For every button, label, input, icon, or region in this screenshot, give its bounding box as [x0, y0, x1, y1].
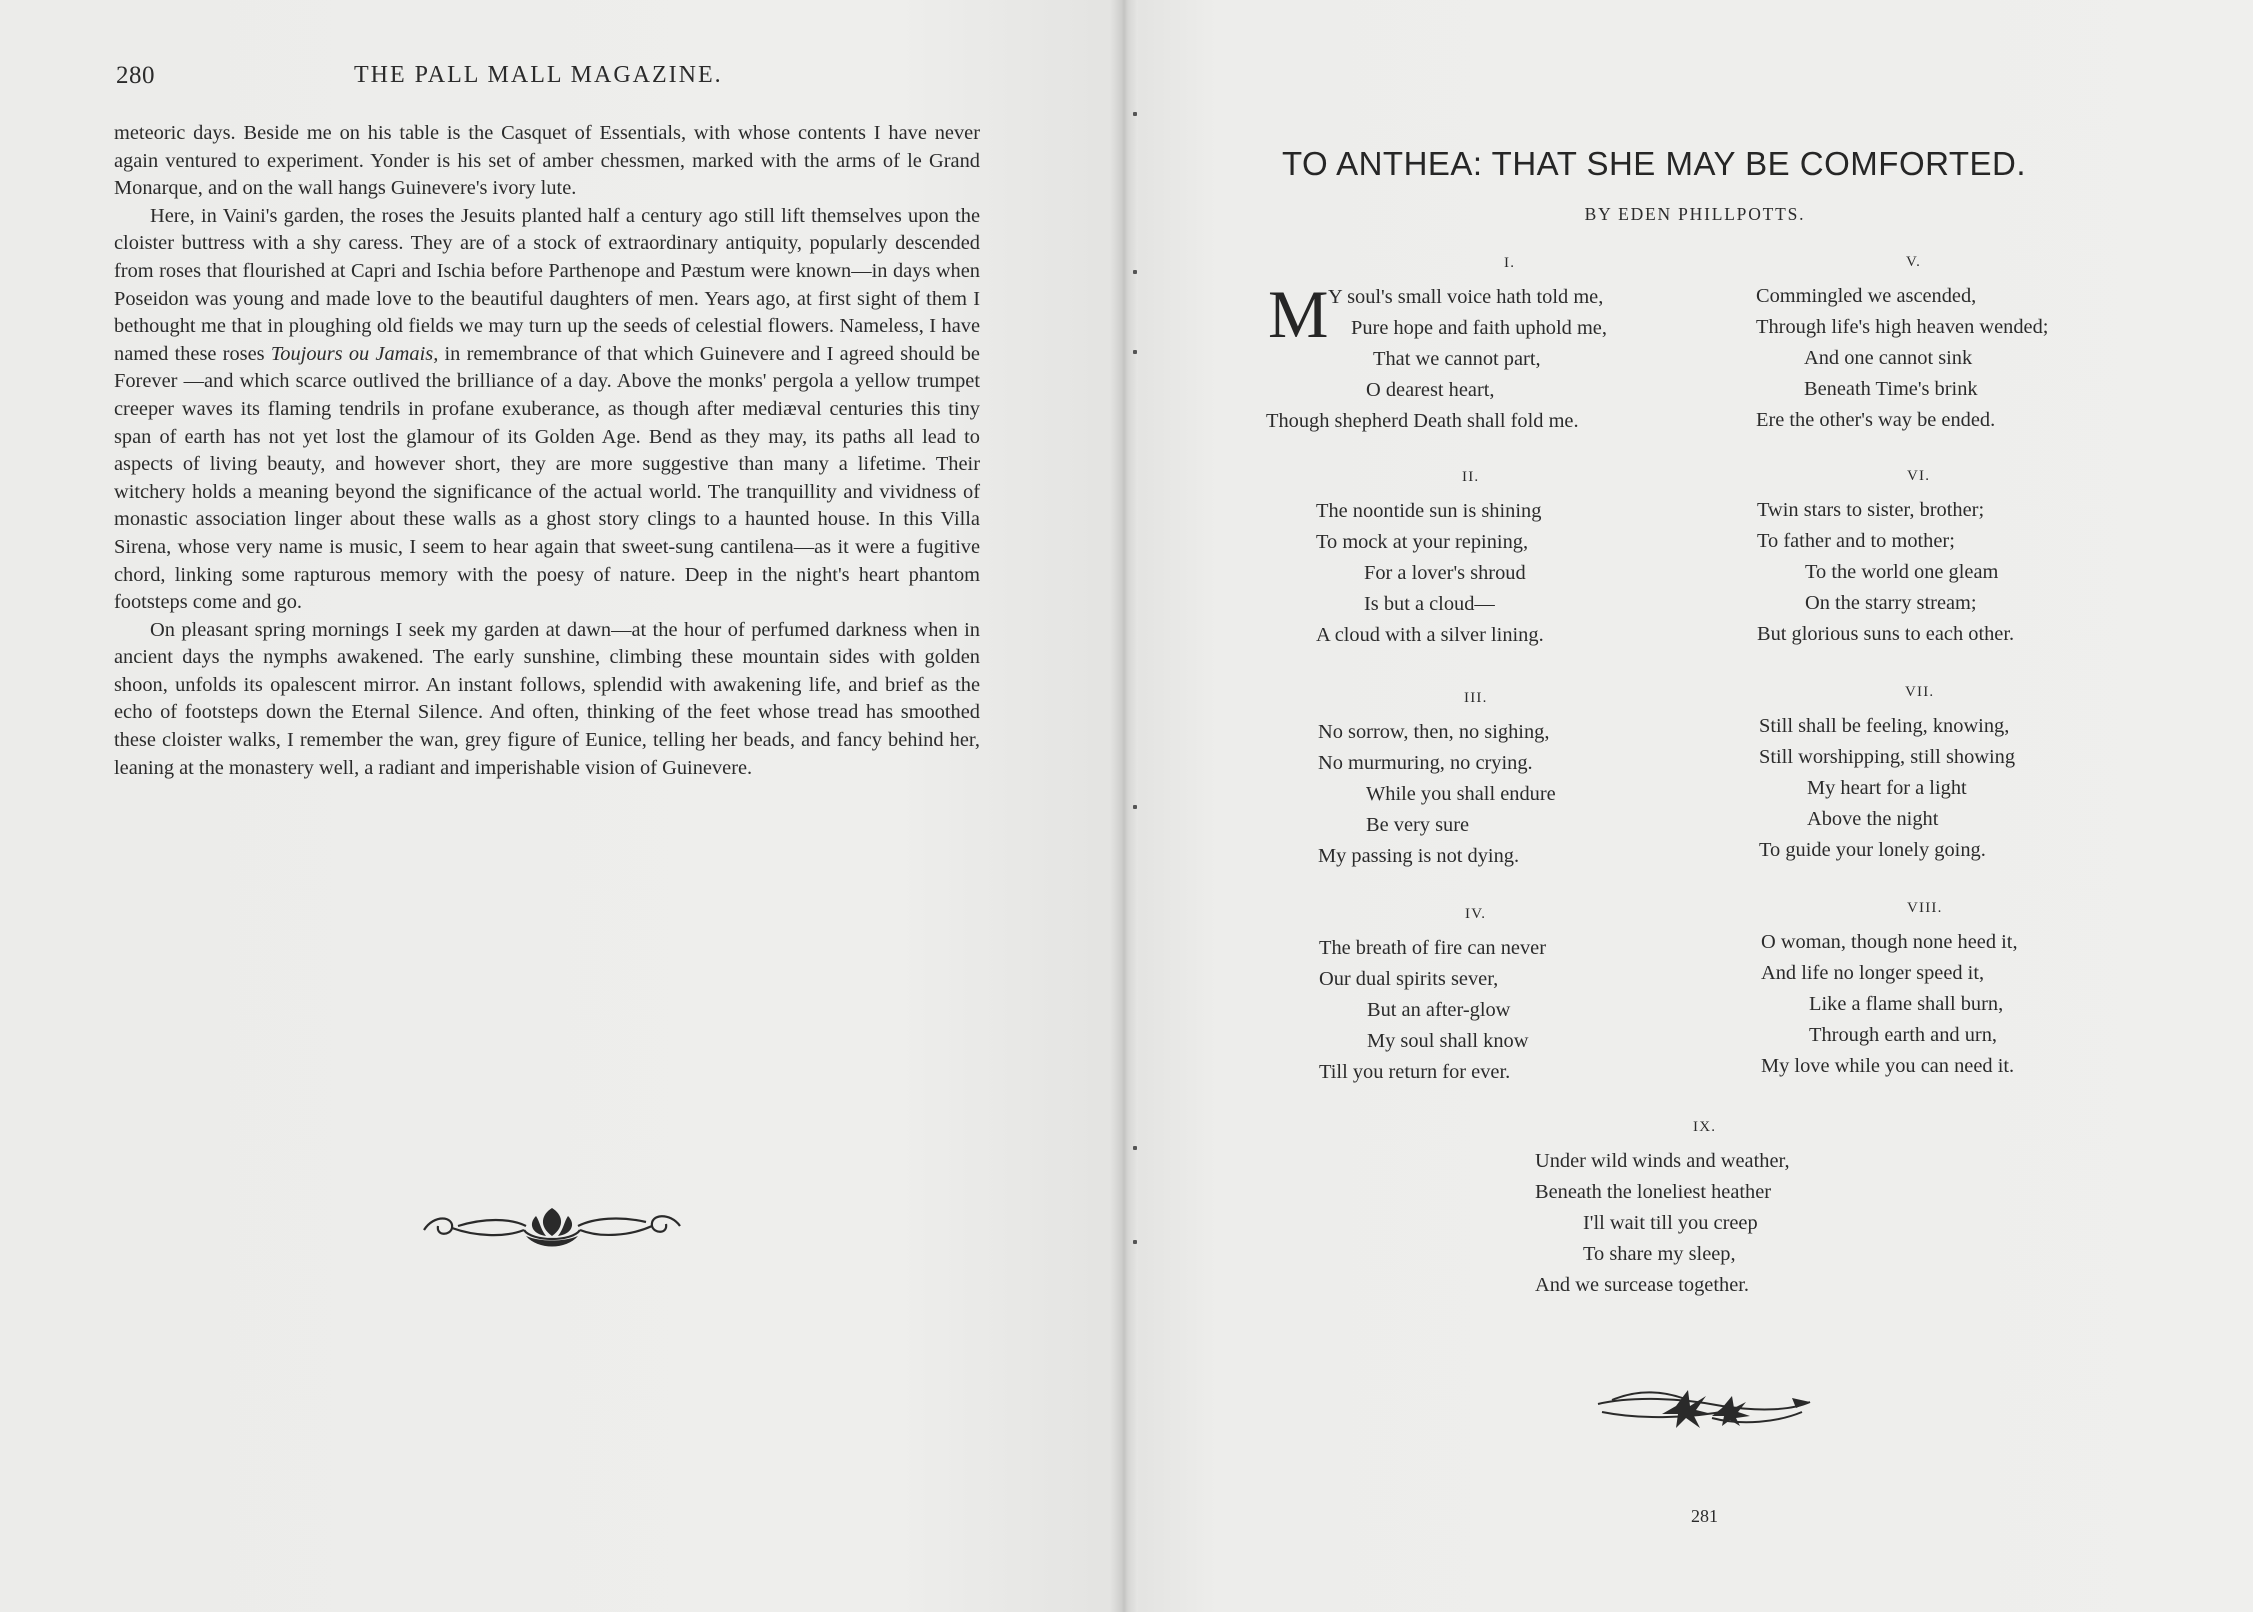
verse-line: Y soul's small voice hath told me,: [1328, 286, 1604, 308]
binding-stitch: [1133, 1240, 1137, 1244]
verse-line: No murmuring, no crying.: [1318, 752, 1533, 774]
verse-line: Be very sure: [1366, 814, 1470, 836]
binding-stitch: [1133, 350, 1137, 354]
verse-line: Beneath Time's brink: [1804, 378, 1978, 400]
verse-line: Is but a cloud—: [1364, 593, 1495, 615]
verse-line: The noontide sun is shining: [1316, 500, 1542, 522]
stanza-numeral: II.: [1462, 469, 1480, 485]
page-number: 280: [116, 62, 155, 89]
paragraph: Here, in Vaini's garden, the roses the Jesuits planted half a century ago still lift themselves upon the cloister buttress with a shy caress. They are of a stock of extraordinary antiquity, popularly descended from roses that flourished at Capri and Ischia before Parthenope and Pæstum were known—in days when Poseidon was young and made love to the beautiful daughters of men. Years ago, at first sight of them I bethought me that in ploughing old fields we may turn up the seeds of celestial flowers. Nameless, I have named these roses Toujours ou Jamais, in remembrance of that which Guinevere and I agreed should be Forever —and which scarce outlived the brilliance of a day. Above the monks' pergola a yellow trumpet creeper waves its flaming tendrils in profane exuberance, as though after mediæval centuries this tiny span of earth has not yet lost the glamour of its Golden Age. Bend as they may, its paths all lead to aspects of living beauty, and however short, they are more suggestive than many a lifetime. Their witchery holds a meaning beyond the significance of the actual world. The tranquillity and vividness of monastic association linger about these walls as a ghost story clings to a haunted house. In this Villa Sirena, whose very name is music, I seem to hear again that sweet-sung cantilena—as it were a fugitive chord, linking some rapturous memory with the poesy of nature. Deep in the night's heart phantom footsteps come and go.: [114, 204, 980, 614]
verse-line: Commingled we ascended,: [1756, 285, 1977, 307]
verse-line: But glorious suns to each other.: [1757, 623, 2015, 645]
verse-line: That we cannot part,: [1373, 348, 1541, 370]
verse-line: Twin stars to sister, brother;: [1757, 499, 1985, 521]
drop-cap: M: [1268, 276, 1329, 352]
verse-line: Till you return for ever.: [1319, 1061, 1511, 1083]
verse-line: My heart for a light: [1807, 777, 1967, 799]
stanza-9: [1535, 1119, 1790, 1301]
verse-line: Our dual spirits sever,: [1319, 968, 1499, 990]
stanza-8: [1761, 900, 2018, 1082]
paragraph: On pleasant spring mornings I seek my garden at dawn—at the hour of perfumed darkness when in ancient days the nymphs awakened. The early sunshine, climbing these mountain sides with golden shoon, unfolds its opalescent mirror. An instant follows, splendid with awakening life, and brief as the echo of footsteps down the Eternal Silence. And often, thinking of the feet whose tread has smoothed these cloister walks, I remember the wan, grey figure of Eunice, telling her beads, and fancy behind her, leaning at the monastery well, a radiant and imperishable vision of Guinevere.: [114, 618, 980, 779]
verse-line: To father and to mother;: [1757, 530, 1955, 552]
floral-spray-ornament: [1592, 1382, 1814, 1432]
verse-line: And we surcease together.: [1535, 1274, 1750, 1296]
stanza-5: [1756, 254, 2049, 436]
stanza-7: [1759, 684, 2016, 866]
verse-line: Under wild winds and weather,: [1535, 1150, 1790, 1172]
page-number: 281: [1691, 1506, 1718, 1526]
verse-line: While you shall endure: [1366, 783, 1556, 805]
stanza-numeral: III.: [1464, 690, 1488, 706]
right-page: [1126, 0, 2253, 1612]
stanza-numeral: VI.: [1907, 468, 1931, 484]
verse-line: To the world one gleam: [1805, 561, 1999, 583]
verse-line: To share my sleep,: [1583, 1243, 1736, 1265]
verse-line: And life no longer speed it,: [1761, 962, 1985, 984]
verse-line: A cloud with a silver lining.: [1316, 624, 1544, 646]
verse-line: The breath of fire can never: [1319, 937, 1546, 959]
verse-line: O dearest heart,: [1366, 379, 1495, 401]
verse-line: For a lover's shroud: [1364, 562, 1526, 584]
stanza-numeral: VIII.: [1907, 900, 1943, 916]
verse-line: My soul shall know: [1367, 1030, 1529, 1052]
verse-line: And one cannot sink: [1804, 347, 1973, 369]
verse-line: Beneath the loneliest heather: [1535, 1181, 1772, 1203]
verse-line: Like a flame shall burn,: [1809, 993, 2004, 1015]
verse-line: No sorrow, then, no sighing,: [1318, 721, 1550, 743]
article-text: [114, 120, 980, 782]
running-head: THE PALL MALL MAGAZINE.: [354, 62, 723, 88]
verse-line: My love while you can need it.: [1761, 1055, 2015, 1077]
stanza-2: [1316, 469, 1544, 651]
stanza-1: [1266, 255, 1607, 437]
verse-line: Above the night: [1807, 808, 1939, 830]
stanza-6: [1757, 468, 2015, 650]
verse-line: On the starry stream;: [1805, 592, 1977, 614]
stanza-numeral: V.: [1906, 254, 1922, 270]
verse-line: Still worshipping, still showing: [1759, 746, 2016, 768]
stanza-numeral: IX.: [1693, 1119, 1717, 1135]
stanza-numeral: VII.: [1905, 684, 1935, 700]
italic-rose-name: Toujours ou Jamais,: [270, 342, 439, 365]
lotus-scroll-ornament: [414, 1196, 690, 1260]
binding-stitch: [1133, 112, 1137, 116]
verse-line: My passing is not dying.: [1318, 845, 1520, 867]
verse-line: To mock at your repining,: [1316, 531, 1529, 553]
verse-line: Still shall be feeling, knowing,: [1759, 715, 2010, 737]
binding-stitch: [1133, 1146, 1137, 1150]
verse-line: But an after-glow: [1367, 999, 1511, 1021]
paragraph: meteoric days. Beside me on his table is the Casquet of Essentials, with whose contents I have never again ventured to experiment. Yonder is his set of amber chessmen, marked with the arms of le Grand Monarque, and on the wall hangs Guinevere's ivory lute.: [114, 122, 980, 200]
verse-line: To guide your lonely going.: [1759, 839, 1986, 861]
stanza-numeral: IV.: [1465, 906, 1487, 922]
poem-title: TO ANTHEA: THAT SHE MAY BE COMFORTED.: [1282, 145, 2027, 182]
byline: BY EDEN PHILLPOTTS.: [1584, 204, 1806, 224]
binding-stitch: [1133, 270, 1137, 274]
stanza-numeral: I.: [1504, 255, 1516, 271]
stanza-3: [1318, 690, 1556, 872]
stanza-4: [1319, 906, 1546, 1088]
verse-line: Through earth and urn,: [1809, 1024, 1997, 1046]
verse-line: Through life's high heaven wended;: [1756, 316, 2049, 338]
verse-line: Ere the other's way be ended.: [1756, 409, 1996, 431]
verse-line: I'll wait till you creep: [1583, 1212, 1758, 1234]
binding-stitch: [1133, 805, 1137, 809]
verse-line: O woman, though none heed it,: [1761, 931, 2018, 953]
verse-line: Though shepherd Death shall fold me.: [1266, 410, 1579, 432]
verse-line: Pure hope and faith uphold me,: [1351, 317, 1607, 339]
